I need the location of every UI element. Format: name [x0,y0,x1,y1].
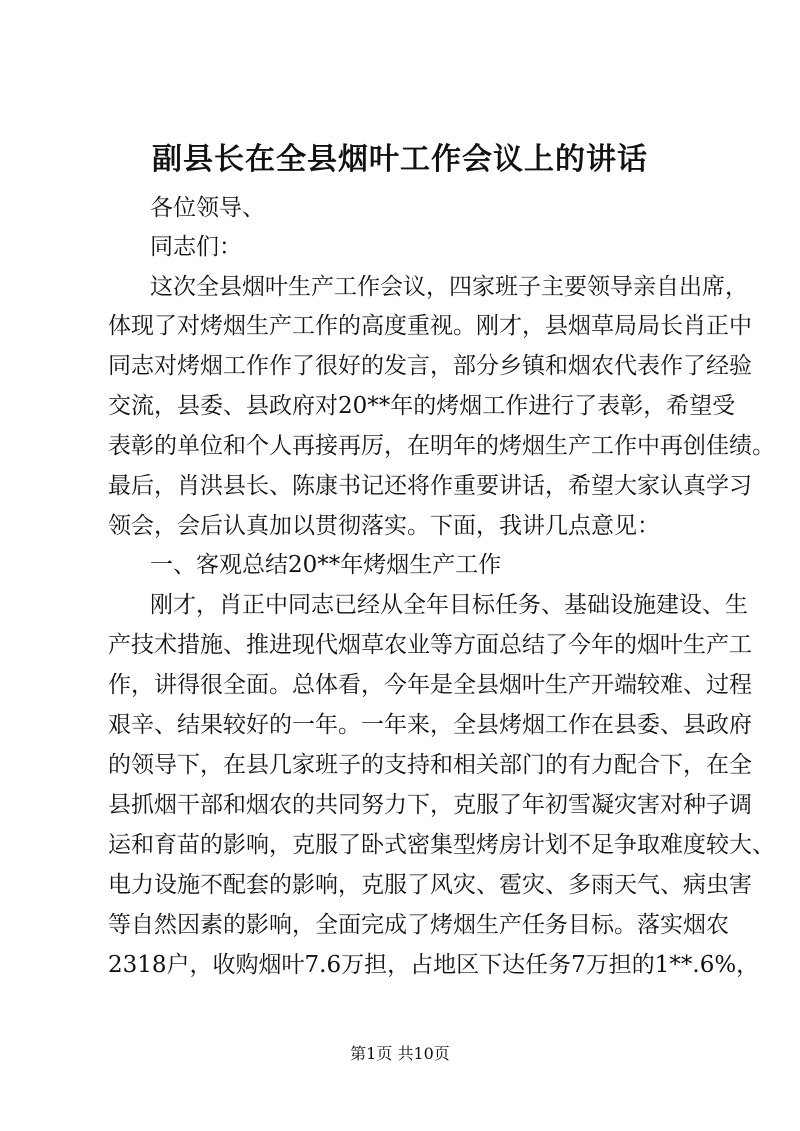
paragraph-line: 等自然因素的影响，全面完成了烤烟生产任务目标。落实烟农 [108,912,729,938]
salutation-line-1: 各位领导、 [150,195,265,221]
salutation-line-2: 同志们： [150,234,242,260]
paragraph-line: 表彰的单位和个人再接再厉，在明年的烤烟生产工作中再创佳绩。 [108,433,775,459]
paragraph-line: 产技术措施、推进现代烟草农业等方面总结了今年的烟叶生产工 [108,632,752,658]
paragraph-line: 运和育苗的影响，克服了卧式密集型烤房计划不足争取难度较大、 [108,832,775,858]
paragraph-line: 领会，会后认真加以贯彻落实。下面，我讲几点意见： [108,513,660,539]
paragraph-line: 电力设施不配套的影响，克服了风灾、雹灾、多雨天气、病虫害 [108,872,752,898]
section-heading: 一、客观总结20**年烤烟生产工作 [150,552,502,578]
paragraph-line: 最后，肖洪县长、陈康书记还将作重要讲话，希望大家认真学习 [108,473,752,499]
paragraph-line: 刚才，肖正中同志已经从全年目标任务、基础设施建设、生 [150,592,748,618]
document-title: 副县长在全县烟叶工作会议上的讲话 [152,142,648,177]
paragraph-line: 艰辛、结果较好的一年。一年来，全县烤烟工作在县委、县政府 [108,712,752,738]
paragraph-line: 体现了对烤烟生产工作的高度重视。刚才，县烟草局局长肖正中 [108,313,752,339]
paragraph-line: 2318户，收购烟叶7.6万担，占地区下达任务7万担的1**.6%， [108,952,760,978]
paragraph-line: 交流，县委、县政府对20**年的烤烟工作进行了表彰，希望受 [108,393,736,419]
paragraph-line: 同志对烤烟工作作了很好的发言，部分乡镇和烟农代表作了经验 [108,353,752,379]
paragraph-line: 县抓烟干部和烟农的共同努力下，克服了年初雪凝灾害对种子调 [108,792,752,818]
page-footer: 第1页 共10页 [350,1044,450,1063]
paragraph-line: 的领导下，在县几家班子的支持和相关部门的有力配合下，在全 [108,752,752,778]
paragraph-line: 这次全县烟叶生产工作会议，四家班子主要领导亲自出席， [150,274,748,300]
paragraph-line: 作，讲得很全面。总体看，今年是全县烟叶生产开端较难、过程 [108,672,752,698]
